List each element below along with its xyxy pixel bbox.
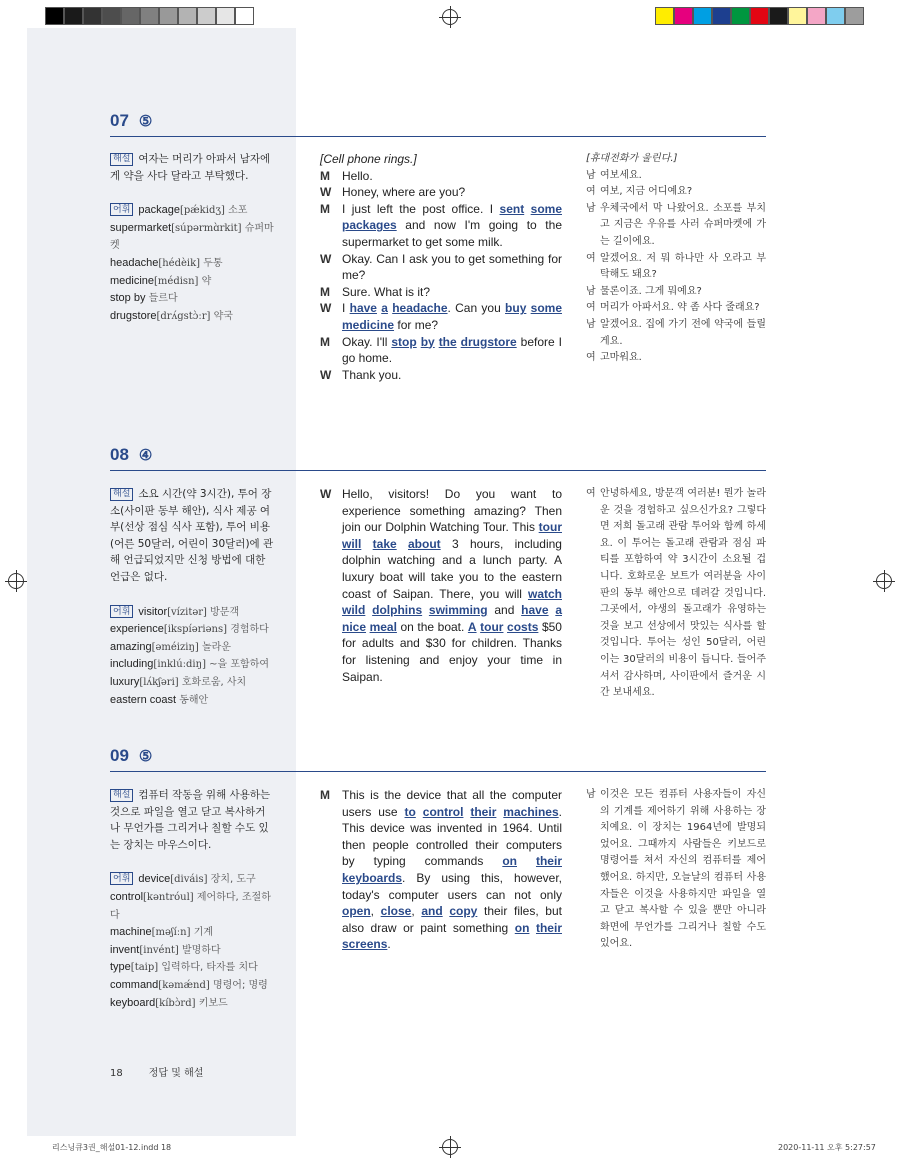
vocab-meaning: 소포 [224,205,248,217]
vocab-word: including [110,658,154,671]
registration-mark-icon [442,1139,458,1155]
vocab-word: headache [110,256,159,269]
dialogue-line [320,184,562,201]
vocab-pron: [médisn] [154,275,199,287]
line-text: 여보세요. [600,169,642,181]
divider [110,771,766,772]
vocab-word: type [110,961,131,974]
color-swatch [845,7,864,25]
color-swatch [121,7,140,25]
vocab-word: experience [110,623,164,636]
script-lines [320,787,562,953]
vocab-word: stop by [110,292,146,305]
vocab-tag: 어휘 [110,872,133,885]
vocab-word: machine [110,926,152,939]
vocab-item [110,871,275,889]
vocab-word: control [110,890,144,903]
translation-lines [586,168,766,367]
line-text: Thank you. [342,367,402,382]
vocab-word: luxury [110,675,140,688]
vocab-word: command [110,978,159,991]
color-swatch [655,7,674,25]
vocab-item [110,942,275,960]
line-text: 알겠어요. 저 뭐 하나만 사 오라고 부탁해도 돼요? [600,252,766,281]
vocab-word: supermarket [110,221,172,234]
line-text: 여보, 지금 어디예요? [600,186,693,198]
script-column [320,486,562,685]
line-text: 알겠어요. 집에 가기 전에 약국에 들릴게요. [600,318,766,347]
line-text: Okay. I'll stop by the drugstore before I go home. [342,334,562,366]
vocab-meaning: 입력하다, 타자를 치다 [158,962,258,974]
dialogue-line [320,486,562,685]
vocab-word: device [138,873,171,886]
speaker-label: M [320,788,330,802]
vocab-meaning: 제어하다, 조절하다 [110,891,271,921]
vocab-item [110,604,275,622]
line-text: 머리가 아파서요. 약 좀 사다 줄래요? [600,302,760,314]
explanation-text: 소요 시간(약 3시간), 투어 장소(사이판 동부 해안), 식사 제공 여부(선상 점심 식사 포함), 투어 비용(어른 50달러, 어린이 30달러)에 관해 언급되었지만 신청 방법에 대한 언급은 없다. [110,488,274,583]
vocab-item [110,889,275,924]
gray-color-bar [45,7,254,25]
answer-mark: ⑤ [138,113,153,130]
speaker-label: 남 [586,285,596,297]
line-text: This is the device that all the computer users use to control their machines. This device was invented in 1964. Until then people controlled their computers by typing commands on their keyboards. By using this, however, today's computer users can not only open, close, and copy their files, but also draw or paint something on their screens. [342,788,562,952]
line-text: I just left the post office. I sent some packages and now I'm going to the supermarket to get some milk. [342,201,562,249]
speaker-label: M [320,284,330,299]
color-swatch [140,7,159,25]
dialogue-line [320,251,562,284]
color-swatch [750,7,769,25]
vocab-item [110,621,275,639]
vocab-word: keyboard [110,996,156,1009]
vocab-meaning: 방문객 [206,606,240,618]
speaker-label: W [320,185,332,200]
explain-tag: 해설 [110,789,133,802]
color-swatch [83,7,102,25]
translation-lines [586,486,766,702]
explanation [110,151,275,184]
translation-column [586,787,766,953]
color-swatch [731,7,750,25]
vocab-pron: [kíbɔ̀rd] [155,997,196,1009]
speaker-label: W [320,487,332,501]
vocab-item [110,924,275,942]
speaker-label: M [320,334,330,349]
vocab-pron: [kəmǽnd] [158,979,210,991]
section-number: 08 [110,445,129,464]
vocab-word: eastern coast [110,693,177,706]
vocab-pron: [súpərmɑ̀rkit] [171,222,242,234]
vocab-item [110,255,275,273]
vocab-pron: [ikspíəriəns] [163,624,228,636]
color-swatch [788,7,807,25]
vocab-word: amazing [110,640,152,653]
explanation-column [110,486,275,709]
explanation [110,486,275,586]
vocab-meaning: 발명하다 [178,944,221,956]
dialogue-line [320,168,562,185]
page-number: 18 [110,1068,123,1079]
vocab-meaning: 약국 [210,310,233,322]
vocab-pron: [hédèik] [158,257,201,269]
speaker-label: 여 [586,302,596,314]
vocab-pron: [invént] [139,944,179,956]
translation-column [586,486,766,702]
color-swatch [102,7,121,25]
script-note: [Cell phone rings.] [320,152,417,166]
script-lines [320,486,562,685]
speaker-label: 여 [586,252,596,264]
slug-filename: 리스닝큐3권_해설01-12.indd 18 [52,1143,172,1152]
line-text: 이것은 모든 컴퓨터 사용자들이 자신의 기계를 제어하기 위해 사용하는 장치예요. 이 장치는 1964년에 발명되었어요. 그때까지 사람들은 키보드로 명령어를 쳐서 자신의 컴퓨터를 제어했어요. 하지만, 오늘날의 컴퓨터 사용자들은 이것을 사용하지만 파일을 열고 닫고 복사할 수 있을 뿐만 아니라 화면에 무언가를 그리거나 칠할 수도 있어요. [600,789,766,950]
registration-mark-icon [876,573,892,589]
vocab-meaning: 들르다 [145,293,178,305]
vocab-tag: 어휘 [110,203,133,216]
vocab-meaning: 슈퍼마켓 [110,222,274,252]
vocab-pron: [məʃíːn] [151,927,191,939]
vocab-item [110,656,275,674]
vocab-word: package [138,204,180,217]
dialogue-line [320,367,562,384]
line-text: 물론이죠. 그게 뭐예요? [600,285,702,297]
explanation [110,787,275,853]
translation-lines [586,787,766,953]
section-header [110,110,766,132]
vocab-pron: [taip] [130,962,159,974]
dialogue-line [586,787,766,953]
dialogue-line [320,284,562,301]
line-text: 안녕하세요, 방문객 여러분! 뭔가 놀라운 것을 경험하고 싶으신가요? 그렇다면 저희 돌고래 관람 투어와 함께 하세요. 이 투어는 돌고래 관람과 점심 파티를 포함하여 약 3시간이 소요될 겁니다. 호화로운 보트가 여러분을 사이판의 동부 해안으로 데려갈 것입니다. 그곳에서, 야생의 돌고래가 유영하는 것을 보고 선상에서 맛있는 식사를 할 것입니다. 투어는 성인 50달러, 어린이는 30달러의 비용이 듭니다. 들어주셔서 감사하며, 사이판에서 즐거운 시간 보내세요. [600,488,766,699]
footer-label: 정답 및 해설 [148,1068,204,1079]
speaker-label: 여 [586,352,596,364]
vocab-meaning: 장치, 도구 [207,874,256,886]
vocab-pron: [drʌ́gstɔ̀ːr] [156,310,211,322]
vocab-item [110,273,275,291]
dialogue-line [586,284,766,301]
script-column [320,787,562,953]
script-lines [320,168,562,384]
vocab-item [110,977,275,995]
explain-tag: 해설 [110,153,133,166]
vocab-list [110,202,275,325]
explanation-column [110,151,275,325]
color-swatch [45,7,64,25]
vocab-pron: [lʌ́kʃəri] [139,676,179,688]
process-color-bar [655,7,864,25]
speaker-label: M [320,168,330,183]
answer-mark: ④ [138,447,153,464]
divider [110,470,766,471]
dialogue-line [586,317,766,350]
vocab-meaning: 키보드 [195,997,228,1009]
line-text: Sure. What is it? [342,284,431,299]
color-swatch [674,7,693,25]
vocab-meaning: 경험하다 [227,624,269,636]
line-text: Honey, where are you? [342,185,466,200]
color-swatch [769,7,788,25]
color-swatch [216,7,235,25]
color-swatch [693,7,712,25]
dialogue-line [586,251,766,284]
speaker-label: M [320,201,330,216]
vocab-item [110,959,275,977]
dialogue-line [586,168,766,185]
color-swatch [159,7,178,25]
vocab-meaning: 명령어; 명령 [209,979,268,991]
color-swatch [826,7,845,25]
section-number: 09 [110,746,129,765]
color-swatch [178,7,197,25]
vocab-item [110,290,275,308]
translation-column [586,151,766,367]
dialogue-line [320,300,562,333]
script-column [320,151,562,383]
dialogue-line [586,300,766,317]
section-number: 07 [110,111,129,130]
line-text: Hello, visitors! Do you want to experience something amazing? Then join our Dolphin Watching Tour. This tour will take about 3 hours, including dolphin watching and a lunch party. A luxury boat will take you to the eastern coast of Saipan. There, you will watch wild dolphins swimming and have a nice meal on the boat. A tour costs $50 for adults and $30 for children. Thanks for listening and enjoy your time in Saipan. [342,487,562,684]
translation-note: [휴대전화가 울린다.] [586,153,678,164]
speaker-label: W [320,251,332,266]
speaker-label: W [320,301,332,316]
color-swatch [712,7,731,25]
registration-mark-icon [8,573,24,589]
vocab-tag: 어휘 [110,605,133,618]
vocab-pron: [vízitər] [167,606,207,618]
dialogue-line [320,787,562,953]
vocab-item [110,202,275,220]
color-swatch [235,7,254,25]
vocab-item [110,692,275,710]
vocab-item [110,308,275,326]
dialogue-line [586,201,766,251]
vocab-meaning: 두통 [200,257,223,269]
color-swatch [197,7,216,25]
vocab-pron: [inklúːdiŋ] [153,659,206,671]
dialogue-line [320,201,562,251]
vocab-list [110,604,275,710]
vocab-pron: [pǽkidʒ] [179,205,225,217]
color-swatch [64,7,83,25]
vocab-word: invent [110,943,140,956]
slug-date: 2020-11-11 오후 5:27:57 [778,1143,876,1152]
vocab-item [110,220,275,255]
vocab-meaning: 동해안 [176,694,209,706]
explanation-text: 컴퓨터 작동을 위해 사용하는 것으로 파일을 열고 닫고 복사하거나 무언가를 그리거나 칠할 수도 있는 장치는 마우스이다. [110,789,271,851]
vocab-meaning: 놀라운 [198,641,231,653]
vocab-item [110,995,275,1013]
color-swatch [807,7,826,25]
registration-mark-icon [442,9,458,25]
vocab-meaning: ~을 포함하여 [205,659,270,671]
speaker-label: 남 [586,169,596,181]
answer-mark: ⑤ [138,748,153,765]
line-text: Okay. Can I ask you to get something for me? [342,251,562,283]
dialogue-line [320,334,562,367]
vocab-list [110,871,275,1012]
dialogue-line [586,184,766,201]
vocab-pron: [diváis] [170,874,208,886]
vocab-meaning: 기계 [190,927,214,939]
vocab-meaning: 약 [198,275,212,287]
section-header [110,745,766,767]
vocab-word: drugstore [110,309,157,322]
speaker-label: 여 [586,186,596,198]
divider [110,136,766,137]
vocab-item [110,639,275,657]
page-footer [110,1064,203,1079]
explanation-column [110,787,275,1012]
explanation-text: 여자는 머리가 아파서 남자에게 약을 사다 달라고 부탁했다. [110,153,271,182]
dialogue-line [586,350,766,367]
vocab-item [110,674,275,692]
speaker-label: 남 [586,789,596,800]
vocab-word: visitor [138,605,168,618]
line-text: 우체국에서 막 나왔어요. 소포를 부치고 지금은 우유를 사러 슈퍼마켓에 가는 길이에요. [600,202,766,247]
speaker-label: 남 [586,202,596,214]
explain-tag: 해설 [110,488,133,501]
speaker-label: 여 [586,488,596,499]
line-text: I have a headache. Can you buy some medicine for me? [342,301,562,332]
speaker-label: 남 [586,318,596,330]
line-text: 고마워요. [600,352,642,364]
vocab-word: medicine [110,274,155,287]
vocab-meaning: 호화로움, 사치 [178,676,247,688]
line-text: Hello. [342,168,373,183]
dialogue-line [586,486,766,702]
vocab-pron: [əméiziŋ] [151,641,199,653]
section-header [110,444,766,466]
vocab-pron: [kəntróul] [143,891,194,903]
speaker-label: W [320,367,332,382]
